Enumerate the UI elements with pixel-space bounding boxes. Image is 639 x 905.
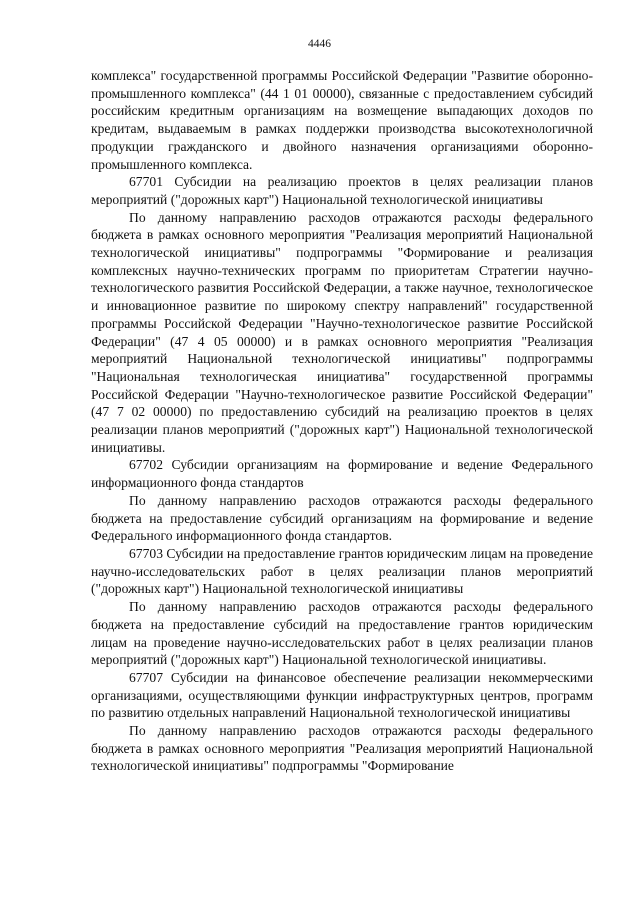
section-heading-67701: 67701 Субсидии на реализацию проектов в целях реализации планов мероприятий ("дорожных карт") Национальной технологической инициативы: [91, 174, 593, 207]
document-body: [91, 67, 593, 775]
section-heading-67707: 67707 Субсидии на финансовое обеспечение реализации некоммерческими организациями, осуществляющими функции инфраструктурных центров, программ по развитию отдельных направлений Национальной технологической инициативы: [91, 669, 593, 721]
paragraph-67701-description: По данному направлению расходов отражаются расходы федерального бюджета в рамках основного мероприятия "Реализация мероприятий Национальной технологической инициативы" подпрограммы "Формирование и реализация комплексных научно-технических программ по приоритетам Стратегии научно-технологического развития Российской Федерации, а также научное, технологическое и инновационное развитие по широкому спектру направлений" государственной программы Российской Федерации "Научно-технологическое развитие Российской Федерации" (47 4 05 00000) и в рамках основного мероприятия "Реализация мероприятий Национальной технологической инициативы" подпрограммы "Национальная технологическая инициатива" государственной программы Российской Федерации "Научно-технологическое развитие Российской Федерации" (47 7 02 00000) по предоставлению субсидий на реализацию проектов в целях реализации планов мероприятий ("дорожных карт") Национальной технологической инициативы.: [91, 209, 593, 455]
page-number: 4446: [308, 38, 331, 50]
paragraph-67702-description: По данному направлению расходов отражаются расходы федерального бюджета на предоставление субсидий организациям на формирование и ведение Федерального информационного фонда стандартов.: [91, 492, 593, 544]
paragraph-67707-description: По данному направлению расходов отражаются расходы федерального бюджета в рамках основного мероприятия "Реализация мероприятий Национальной технологической инициативы" подпрограммы "Формирование: [91, 723, 593, 774]
paragraph-continuation: комплекса" государственной программы Российской Федерации "Развитие оборонно-промышленного комплекса" (44 1 01 00000), связанные с предоставлением субсидий российским кредитным организациям на возмещение выпадающих доходов по кредитам, выдаваемым в рамках поддержки производства высокотехнологичной продукции гражданского и двойного назначения организациями оборонно-промышленного комплекса.: [91, 68, 593, 172]
paragraph-67703-description: По данному направлению расходов отражаются расходы федерального бюджета на предоставление субсидий на предоставление грантов юридическим лицам на проведение научно-исследовательских работ в целях реализации планов мероприятий ("дорожных карт") Национальной технологической инициативы.: [91, 599, 593, 668]
section-heading-67703: 67703 Субсидии на предоставление грантов юридическим лицам на проведение научно-исследовательских работ в целях реализации планов мероприятий ("дорожных карт") Национальной технологической инициативы: [91, 545, 593, 597]
section-heading-67702: 67702 Субсидии организациям на формирование и ведение Федерального информационного фонда стандартов: [91, 457, 593, 491]
